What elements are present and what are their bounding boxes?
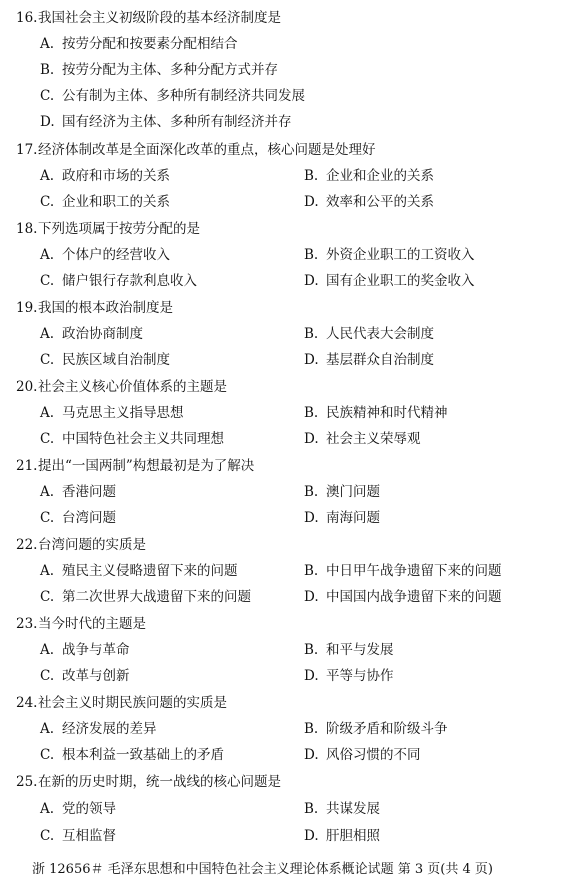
- question-number: 21.: [16, 458, 38, 474]
- question-25-option-a: [40, 800, 116, 818]
- option-letter: C.: [40, 431, 55, 447]
- question-17-option-d: [304, 193, 434, 211]
- option-text: 风俗习惯的不同: [326, 747, 421, 763]
- question-25-option-c: [40, 827, 116, 845]
- option-letter: D.: [304, 352, 319, 368]
- option-text: 公有制为主体、多种所有制经济共同发展: [62, 88, 305, 104]
- option-text: 肝胆相照: [326, 828, 380, 844]
- option-letter: C.: [40, 747, 55, 763]
- question-number: 20.: [16, 379, 38, 395]
- question-25-option-d: [304, 827, 380, 845]
- question-number: 17.: [16, 142, 38, 158]
- question-18-option-b: [304, 246, 475, 264]
- option-letter: D.: [304, 747, 319, 763]
- option-text: 国有经济为主体、多种所有制经济并存: [62, 114, 292, 130]
- question-16-option-b: [40, 61, 278, 79]
- question-18-option-c: [40, 272, 197, 290]
- option-letter: B.: [304, 405, 319, 421]
- option-text: 中国特色社会主义共同理想: [62, 431, 224, 447]
- question-21-option-b: [304, 483, 380, 501]
- option-text: 基层群众自治制度: [326, 352, 434, 368]
- question-16-option-c: [40, 87, 305, 105]
- question-text: 下列选项属于按劳分配的是: [38, 221, 200, 237]
- option-letter: A.: [40, 642, 55, 658]
- question-20-option-b: [304, 404, 448, 422]
- option-letter: D.: [304, 194, 319, 210]
- option-text: 和平与发展: [326, 642, 394, 658]
- option-text: 储户银行存款利息收入: [62, 273, 197, 289]
- option-text: 台湾问题: [62, 510, 116, 526]
- question-16-option-d: [40, 113, 292, 131]
- question-number: 18.: [16, 221, 38, 237]
- option-text: 外资企业职工的工资收入: [326, 247, 475, 263]
- question-20-option-d: [304, 430, 421, 448]
- option-letter: C.: [40, 589, 55, 605]
- option-letter: C.: [40, 668, 55, 684]
- question-23-stem: [16, 615, 556, 633]
- question-18-option-a: [40, 246, 170, 264]
- option-text: 改革与创新: [62, 668, 130, 684]
- option-letter: C.: [40, 352, 55, 368]
- option-text: 政府和市场的关系: [62, 168, 170, 184]
- question-20-option-a: [40, 404, 184, 422]
- question-24-option-a: [40, 720, 157, 738]
- option-text: 第二次世界大战遗留下来的问题: [62, 589, 251, 605]
- option-letter: D.: [304, 431, 319, 447]
- option-text: 互相监督: [62, 828, 116, 844]
- option-text: 社会主义荣辱观: [326, 431, 421, 447]
- question-text: 提出“一国两制”构想最初是为了解决: [38, 458, 255, 474]
- option-letter: B.: [40, 62, 55, 78]
- option-text: 党的领导: [62, 801, 116, 817]
- option-text: 民族精神和时代精神: [326, 405, 448, 421]
- question-number: 25.: [16, 774, 38, 790]
- question-19-option-c: [40, 351, 170, 369]
- question-24-option-d: [304, 746, 421, 764]
- option-text: 南海问题: [326, 510, 380, 526]
- question-23-option-b: [304, 641, 394, 659]
- option-letter: A.: [40, 405, 55, 421]
- option-letter: A.: [40, 36, 55, 52]
- option-text: 个体户的经营收入: [62, 247, 170, 263]
- option-letter: C.: [40, 510, 55, 526]
- option-letter: B.: [304, 801, 319, 817]
- question-21-stem: [16, 457, 556, 475]
- option-text: 马克思主义指导思想: [62, 405, 184, 421]
- option-letter: D.: [40, 114, 55, 130]
- option-letter: D.: [304, 273, 319, 289]
- question-text: 我国社会主义初级阶段的基本经济制度是: [38, 10, 281, 26]
- option-text: 香港问题: [62, 484, 116, 500]
- question-text: 在新的历史时期，统一战线的核心问题是: [38, 774, 281, 790]
- option-letter: D.: [304, 589, 319, 605]
- option-text: 企业和企业的关系: [326, 168, 434, 184]
- option-letter: D.: [304, 668, 319, 684]
- page-footer: 浙 12656＃ 毛泽东思想和中国特色社会主义理论体系概论试题 第 3 页(共 4 页): [32, 862, 493, 877]
- question-22-option-c: [40, 588, 251, 606]
- option-letter: C.: [40, 828, 55, 844]
- option-text: 政治协商制度: [62, 326, 143, 342]
- question-22-option-d: [304, 588, 502, 606]
- option-letter: B.: [304, 721, 319, 737]
- option-text: 人民代表大会制度: [326, 326, 434, 342]
- option-text: 效率和公平的关系: [326, 194, 434, 210]
- option-letter: C.: [40, 194, 55, 210]
- question-text: 社会主义核心价值体系的主题是: [38, 379, 227, 395]
- option-text: 战争与革命: [62, 642, 130, 658]
- question-24-option-c: [40, 746, 224, 764]
- question-17-option-b: [304, 167, 434, 185]
- option-text: 中国国内战争遗留下来的问题: [326, 589, 502, 605]
- question-17-option-c: [40, 193, 170, 211]
- question-22-option-a: [40, 562, 238, 580]
- option-text: 国有企业职工的奖金收入: [326, 273, 475, 289]
- option-letter: A.: [40, 326, 55, 342]
- question-21-option-c: [40, 509, 116, 527]
- question-number: 23.: [16, 616, 38, 632]
- option-text: 经济发展的差异: [62, 721, 157, 737]
- question-number: 16.: [16, 10, 38, 26]
- option-letter: B.: [304, 642, 319, 658]
- option-text: 中日甲午战争遗留下来的问题: [326, 563, 502, 579]
- question-16-option-a: [40, 35, 238, 53]
- question-text: 台湾问题的实质是: [38, 537, 146, 553]
- option-letter: C.: [40, 273, 55, 289]
- option-text: 共谋发展: [326, 801, 380, 817]
- option-letter: B.: [304, 247, 319, 263]
- option-letter: A.: [40, 484, 55, 500]
- question-20-stem: [16, 378, 556, 396]
- question-16-stem: [16, 9, 556, 27]
- option-letter: B.: [304, 168, 319, 184]
- option-letter: B.: [304, 326, 319, 342]
- question-22-stem: [16, 536, 556, 554]
- option-text: 澳门问题: [326, 484, 380, 500]
- option-text: 根本利益一致基础上的矛盾: [62, 747, 224, 763]
- question-number: 19.: [16, 300, 38, 316]
- question-text: 我国的根本政治制度是: [38, 300, 173, 316]
- option-text: 按劳分配为主体、多种分配方式并存: [62, 62, 278, 78]
- question-19-option-a: [40, 325, 143, 343]
- question-19-stem: [16, 299, 556, 317]
- question-25-option-b: [304, 800, 380, 818]
- question-22-option-b: [304, 562, 502, 580]
- question-20-option-c: [40, 430, 224, 448]
- option-letter: A.: [40, 247, 55, 263]
- question-21-option-a: [40, 483, 116, 501]
- option-letter: A.: [40, 721, 55, 737]
- question-text: 当今时代的主题是: [38, 616, 146, 632]
- option-letter: A.: [40, 563, 55, 579]
- question-number: 24.: [16, 695, 38, 711]
- question-18-stem: [16, 220, 556, 238]
- option-text: 阶级矛盾和阶级斗争: [326, 721, 448, 737]
- option-letter: B.: [304, 563, 319, 579]
- question-19-option-b: [304, 325, 434, 343]
- option-letter: C.: [40, 88, 55, 104]
- question-24-option-b: [304, 720, 448, 738]
- option-letter: A.: [40, 801, 55, 817]
- question-19-option-d: [304, 351, 434, 369]
- option-text: 民族区域自治制度: [62, 352, 170, 368]
- question-text: 经济体制改革是全面深化改革的重点，核心问题是处理好: [38, 142, 376, 158]
- option-letter: B.: [304, 484, 319, 500]
- question-23-option-d: [304, 667, 394, 685]
- question-17-stem: [16, 141, 556, 159]
- option-text: 殖民主义侵略遗留下来的问题: [62, 563, 238, 579]
- question-text: 社会主义时期民族问题的实质是: [38, 695, 227, 711]
- option-letter: D.: [304, 828, 319, 844]
- question-18-option-d: [304, 272, 475, 290]
- option-text: 企业和职工的关系: [62, 194, 170, 210]
- option-text: 平等与协作: [326, 668, 394, 684]
- question-number: 22.: [16, 537, 38, 553]
- option-letter: A.: [40, 168, 55, 184]
- question-17-option-a: [40, 167, 170, 185]
- question-25-stem: [16, 773, 556, 791]
- question-23-option-a: [40, 641, 130, 659]
- question-23-option-c: [40, 667, 130, 685]
- option-letter: D.: [304, 510, 319, 526]
- question-24-stem: [16, 694, 556, 712]
- option-text: 按劳分配和按要素分配相结合: [62, 36, 238, 52]
- question-21-option-d: [304, 509, 380, 527]
